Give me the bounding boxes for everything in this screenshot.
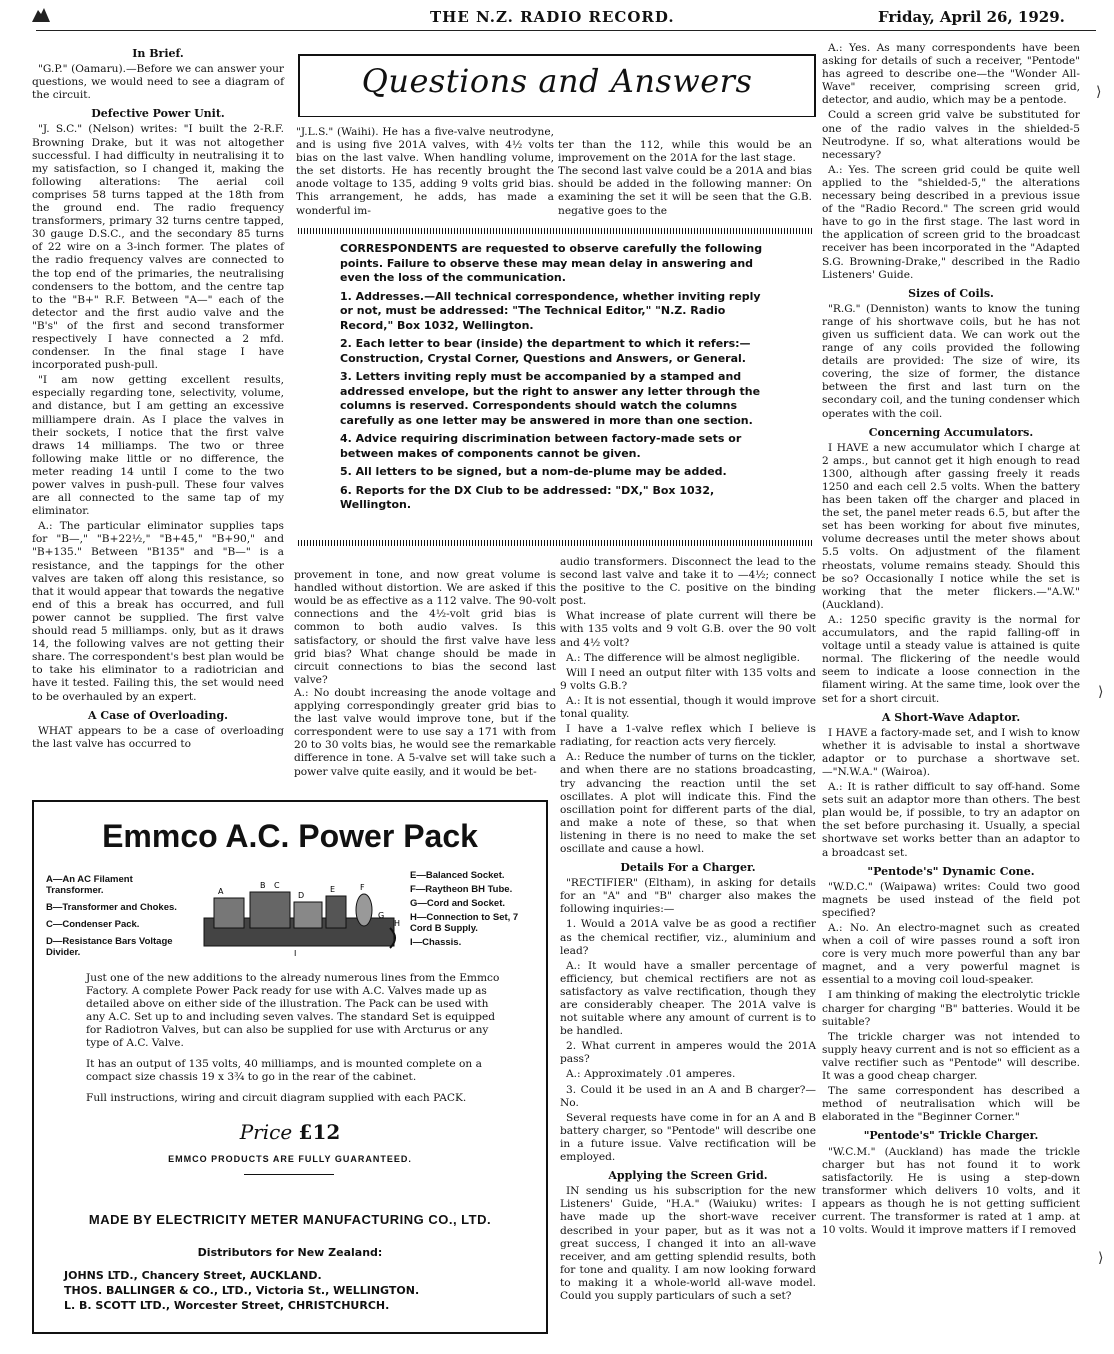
ad-body-2: It has an output of 135 volts, 40 milliamps, and is mounted complete on a compact size chassis 19 x 3¾ to go in the rear of the cabinet. <box>86 1058 482 1083</box>
correspondents-notice <box>340 242 770 517</box>
col3-p4: Will I need an output filter with 135 volts and 9 volts G.B.? <box>560 666 816 692</box>
col3-p1: audio transformers. Disconnect the lead to the second last valve and take it to —4½; connect the positive to the C. positive on the binding post. <box>560 556 816 608</box>
ad-price <box>34 1120 546 1144</box>
overloading-heading: A Case of Overloading. <box>88 708 228 722</box>
defective-paragraph-2: "I am now getting excellent results, especially regarding tone, selectivity, volume, and distance, but I am getting an excessive milliampere drain. As I place the valves in their sockets, I notice that the first valve draws 14 milliamps. The two or three following make little or no difference, the meter reading 14 until I come to the two power valves in push-pull. These four valves are all connected to the same tap of my eliminator. <box>32 374 284 518</box>
legend-item-c: C—Condenser Pack. <box>46 919 140 930</box>
ad-dist-heading: Distributors for New Zealand: <box>197 1246 383 1259</box>
questions-and-answers-title: Questions and Answers <box>361 62 753 100</box>
screen-grid-s1: IN sending us his subscription for the new Listeners' Guide, "H.A." (Waiuku) writes: I have made up the short-wave receiver described in your paper, but as it was not a great success, I changed it into an all-wave receiver, and am getting splendid results, both for tone and quality. I am now looking forward to making it a whole-world all-wave model. Could you supply particulars of such a set? <box>560 1185 816 1302</box>
dynamic-cone-heading: "Pentode's" Dynamic Cone. <box>867 864 1035 878</box>
col4-p2: Could a screen grid valve be substituted for one of the radio valves in the shielded-5 Neutrodyne. If so, what alterations would be necessary? <box>822 109 1080 161</box>
distributor-christchurch: L. B. SCOTT LTD., Worcester Street, CHRISTCHURCH. <box>64 1299 390 1312</box>
price-value: £12 <box>298 1120 341 1144</box>
column-2-top <box>296 126 554 220</box>
ad-distributors <box>64 1268 534 1313</box>
in-brief-text: "G.P." (Oamaru).—Before we can answer your questions, we would need to see a diagram of the circuit. <box>32 63 284 102</box>
defective-paragraph-1: "J. S.C." (Nelson) writes: "I built the 2-R.F. Browning Drake, but it was not altogether successful. I had difficulty in neutralising it to my satisfaction, so I changed it, making the following alterations: The aerial coil comprises 58 turns tapped at the 18th from the ground end. The radio frequency transformers, primary 32 turns centre tapped, 30 gauge D.S.C., and the secondary 85 turns of 22 wire on a 3-inch former. The plates of the radio frequency valves are connected to the top end of the primaries, the neutralising condensers to the bottom, and the centre tap to the "B+" R.F. Between "A—" each of the detector and the first audio valve and the "B's" of the first and second transformer respectively I have connected a 2 mfd. condenser. In the final stage I have incorporated push-pull. <box>32 123 284 372</box>
masthead-ornament-icon <box>30 6 52 24</box>
diagram-label-a: A <box>218 887 224 896</box>
diagram-label-f: F <box>360 883 365 892</box>
divider-rule-bottom <box>298 540 812 546</box>
defective-paragraph-3: A.: The particular eliminator supplies taps for "B—," "B+22½," "B+45," "B+90," and "B+135." Between "B135" and "B—" is a resistance, and the tappings for the other valves are taken off along this resistance, so that it would appear that towards the negative end of this a break has occurred, and full power cannot be supplied. The first valve should read 5 milliamps. only, but as it draws 14, the following valves are not getting their share. The correspondent's best plan would be to take his eliminator to a radiotrician and have it tested. Failing this, the set would need to be overhauled by an expert. <box>32 520 284 703</box>
header-rule <box>36 30 1096 31</box>
ad-body-1: Just one of the new additions to the already numerous lines from the Emmco Factory. A complete Power Pack ready for use with A.C. Valves made up as detailed above on either side of the illustration. The Pack can be used with any A.C. Set up to and including seven valves. The standard Set is equipped for Radiotron Valves, but can also be supplied for use with Arcturus or any type of A.C. Valve. <box>86 972 500 1049</box>
charger-c1: "RECTIFIER" (Eltham), in asking for details for an "A" and "B" charger also makes the following inquiries:— <box>560 877 816 916</box>
accumulators-a1: I HAVE a new accumulator which I charge at 2 amps., but cannot get it high enough to read 1300, although after gassing freely it reads 1250 and each cell 2.5 volts. When the battery has been taken off the charger and placed in the set, the panel meter reads 6.5, but after the set has been working for about five minutes, volume decreases until the meter shows about 5.5 volts. On adjustment of the filament rheostats, volume remains steady. Should this be so? Occasionally I notice while the set is working that the meter flickers.—"A.W." (Auckland). <box>822 441 1080 611</box>
diagram-label-i: I <box>294 949 297 958</box>
correspondents-point-4: 4. Advice requiring discrimination between factory-made sets or between makes of components cannot be given. <box>340 432 742 460</box>
column-2-mid <box>294 556 556 794</box>
col3-p3: A.: The difference will be almost negligible. <box>566 651 801 664</box>
short-wave-w1: I HAVE a factory-made set, and I wish to know whether it is advisable to instal a shortwave adaptor or to purchase a shortwave set.—"N.W.A." (Wairoa). <box>822 726 1080 778</box>
divider-rule-top <box>298 228 812 234</box>
margin-mark-3: ⟩ <box>1098 1250 1104 1266</box>
column-3-top <box>558 126 812 233</box>
distributor-auckland: JOHNS LTD., Chancery Street, AUCKLAND. <box>64 1269 322 1282</box>
cone-d3: I am thinking of making the electrolytic trickle charger for charging "B" batteries. Would it be suitable? <box>822 989 1080 1028</box>
trickle-t1: "W.C.M." (Auckland) has made the trickle charger but has not found it to work satisfactorily. He is using a step-down transformer which delivers 10 volts, and it appears as though he is not getting sufficient current. The transformer is rated at 1 amp. at 10 volts. Would it improve matters if I removed <box>822 1145 1080 1237</box>
jls-answer-text: ter than the 112, while this would be an improvement on the 201A for the last stage. The second last valve could be a 201A and bias should be added in the following manner: On examining the set it will be seen that the G.B. negative goes to the <box>558 139 812 217</box>
legend-item-h: H—Connection to Set, 7 Cord B Supply. <box>410 912 519 934</box>
col3-p5: A.: It is not essential, though it would improve tonal quality. <box>560 694 816 721</box>
legend-item-b: B—Transformer and Chokes. <box>46 902 177 913</box>
col3-p2: What increase of plate current will there be with 135 volts and 9 volt G.B. over the 90 volt and 4½ volt? <box>560 610 816 649</box>
diagram-label-d: D <box>298 891 305 900</box>
sizes-of-coils-heading: Sizes of Coils. <box>908 286 994 300</box>
col3-p7: A.: Reduce the number of turns on the tickler, and when there are no stations broadcasting, try advancing the reaction until the set oscillates. A plot will indicate this. Find the oscillation point for different parts of the dial, and make a note of these, so that when listening in there is no need to make the set oscillate and cause a howl. <box>560 751 816 855</box>
correspondents-point-2: 2. Each letter to bear (inside) the department to which it refers:—Construction, Crystal Corner, Questions and Answers, or General. <box>340 337 751 365</box>
margin-mark-2: ⟩ <box>1098 684 1104 700</box>
issue-date: Friday, April 26, 1929. <box>878 8 1065 26</box>
charger-c4: 2. What current in amperes would the 201A pass? <box>560 1040 816 1066</box>
correspondents-intro: CORRESPONDENTS are requested to observe carefully the following points. Failure to observe these may mean delay in answering and even the loss of the communication. <box>340 242 763 284</box>
correspondents-point-1: 1. Addresses.—All technical correspondence, whether inviting reply or not, must be addressed: "The Technical Editor," "N.Z. Radio Record," Box 1032, Wellington. <box>340 289 761 332</box>
ad-body <box>86 972 506 1113</box>
legend-item-i: I—Chassis. <box>410 937 462 948</box>
cone-d5: The same correspondent has described a method of neutralisation which will be elaborated in the "Beginner Corner." <box>822 1085 1080 1124</box>
correspondents-point-6: 6. Reports for the DX Club to be addressed: "DX," Box 1032, Wellington. <box>340 483 715 511</box>
legend-item-d: D—Resistance Bars Voltage Divider. <box>46 936 173 958</box>
diagram-label-h: H <box>394 919 401 928</box>
legend-item-f: F—Raytheon BH Tube. <box>410 884 513 895</box>
price-label: Price <box>239 1120 293 1144</box>
legend-item-a: A—An AC Filament Transformer. <box>46 874 133 896</box>
ad-separator <box>244 1174 334 1175</box>
improvement-text: provement in tone, and now great volume is handled without distortion. We are asked if this would be as effective as a 112 valve. The 90-volt connections and the 4½-volt grid bias is common to both audio valves. Is this satisfactory, or should the first valve have less grid bias? What change should be made in circuit connections to bias the second last valve? A.: No doubt increasing the anode voltage and applying correspondingly greater grid bias to the last valve would improve tone, but if the correspondent were to use say a 171 with from 20 to 30 volts bias, he would see the remarkable difference in tone. A 5-valve set will take such a power valve quite easily, and it would be bet- <box>294 569 556 778</box>
column-4 <box>822 42 1080 1239</box>
col4-p3: A.: Yes. The screen grid could be quite well applied to the "shielded-5," the alterations necessary being described in a previous issue of the "Radio Record." The screen grid would have to go in the first stage. The last word in the application of screen grid to the broadcast receiver has been incorporated in the "Adapted S.G. Browning-Drake," described in the Radio Listeners' Guide. <box>822 163 1080 281</box>
charger-heading: Details For a Charger. <box>620 861 756 875</box>
charger-c2: 1. Would a 201A valve be as good a rectifier as the chemical rectifier, viz., aluminium and lead? <box>560 918 816 957</box>
diagram-label-e: E <box>330 885 336 894</box>
legend-item-e: E—Balanced Socket. <box>410 870 505 881</box>
correspondents-point-5: 5. All letters to be signed, but a nom-de-plume may be added. <box>340 465 727 478</box>
diagram-label-g: G <box>378 911 385 920</box>
charger-c3: A.: It would have a smaller percentage of efficiency, but chemical rectifiers are not as satisfactory as valve rectification, though they are considerably cheaper. The 201A valve is not suitable where any amount of current is to be handled. <box>560 959 816 1038</box>
diagram-label-b: B <box>260 881 266 890</box>
ad-guarantee: EMMCO PRODUCTS ARE FULLY GUARANTEED. <box>168 1154 412 1164</box>
screen-grid-heading: Applying the Screen Grid. <box>608 1169 768 1183</box>
margin-mark-1: ⟩ <box>1096 84 1102 100</box>
ad-legend-right <box>410 870 536 948</box>
emmco-advertisement <box>32 800 548 1334</box>
ad-maker: MADE BY ELECTRICITY METER MANUFACTURING CO., LTD. <box>88 1212 492 1227</box>
distributor-wellington: THOS. BALLINGER & CO., LTD., Victoria St., WELLINGTON. <box>64 1284 420 1297</box>
short-wave-heading: A Short-Wave Adaptor. <box>881 710 1021 724</box>
questions-and-answers-box <box>298 54 816 117</box>
charger-c5: A.: Approximately .01 amperes. <box>566 1068 736 1081</box>
cone-d2: A.: No. An electro-magnet such as created when a coil of wire passes round a soft iron core is very much more powerful than any bar magnet, and a very powerful magnet is essential to a moving coil loud-speaker. <box>822 922 1080 987</box>
cone-d4: The trickle charger was not intended to supply heavy current and is not so efficient as a valve rectifier such as "Pentode" will describe. It was a good cheap charger. <box>822 1030 1080 1083</box>
short-wave-w2: A.: It is rather difficult to say off-hand. Some sets suit an adaptor more than others. The best plan would be, if possible, to try an adaptor on the set before purchasing it. Usually, a special shortwave set works better than an adaptor to a broadcast set. <box>822 781 1080 859</box>
overloading-text: WHAT appears to be a case of overloading the last valve has occurred to <box>32 724 284 750</box>
diagram-label-c: C <box>274 881 280 890</box>
trickle-charger-heading: "Pentode's" Trickle Charger. <box>863 1129 1039 1143</box>
cone-d1: "W.D.C." (Waipawa) writes: Could two good magnets be used instead of the field pot specified? <box>822 880 1080 919</box>
accumulators-a2: A.: 1250 specific gravity is the normal for accumulators, and the rapid falling-off in voltage until a steady value is attained is quite normal. The flickering of the needle would seem to indicate a loose connection in the filament wiring. At the same time, look over the set for a short circuit. <box>822 613 1080 705</box>
accumulators-heading: Concerning Accumulators. <box>868 425 1034 439</box>
ad-body-3: Full instructions, wiring and circuit diagram supplied with each PACK. <box>86 1092 467 1104</box>
sizes-s1: "R.G." (Denniston) wants to know the tuning range of his shortwave coils, but he has not given us sufficient data. We can work out the range of any coils provided the following details are provided: The size of wire, its covering, the size of former, the distance between the first and last turn on the secondary coil, and the tuning condenser which operates with the coil. <box>822 302 1080 420</box>
jls-query-text: "J.L.S." (Waihi). He has a five-valve neutrodyne, and is using five 201A valves, with 4½ volts bias on the last valve. When handling volume, the set distorts. He has recently brought the anode voltage to 135, adding 9 volts grid bias. This arrangement, he adds, has made a wonderful im- <box>296 126 554 217</box>
column-1 <box>32 42 284 753</box>
in-brief-heading: In Brief. <box>132 47 184 60</box>
column-3 <box>560 556 816 1305</box>
col4-p1: A.: Yes. As many correspondents have been asking for details of such a receiver, "Pentode" has agreed to describe one—the "Wonder All-Wave" receiver, comprising screen grid, detector, and audio, which may be a pentode. <box>822 42 1080 107</box>
defective-power-unit-heading: Defective Power Unit. <box>91 107 225 121</box>
ad-legend-left <box>46 874 186 958</box>
col3-p6: I have a 1-valve reflex which I believe is radiating, for reaction acts very fiercely. <box>560 723 816 749</box>
charger-c7: Several requests have come in for an A and B battery charger, so "Pentode" will describe one in a future issue. Valve rectification will be employed. <box>560 1111 816 1164</box>
ad-title: Emmco A.C. Power Pack <box>102 818 478 854</box>
power-pack-illustration <box>194 878 404 958</box>
correspondents-point-3: 3. Letters inviting reply must be accompanied by a stamped and addressed envelope, but the right to answer any letter through the columns is reserved. Correspondents should watch the columns carefully as one letter may be answered in more than one section. <box>340 370 761 427</box>
legend-item-g: G—Cord and Socket. <box>410 898 506 909</box>
newspaper-title: THE N.Z. RADIO RECORD. <box>430 8 675 26</box>
charger-c6: 3. Could it be used in an A and B charger?—No. <box>560 1083 816 1109</box>
page-header <box>0 4 1114 28</box>
